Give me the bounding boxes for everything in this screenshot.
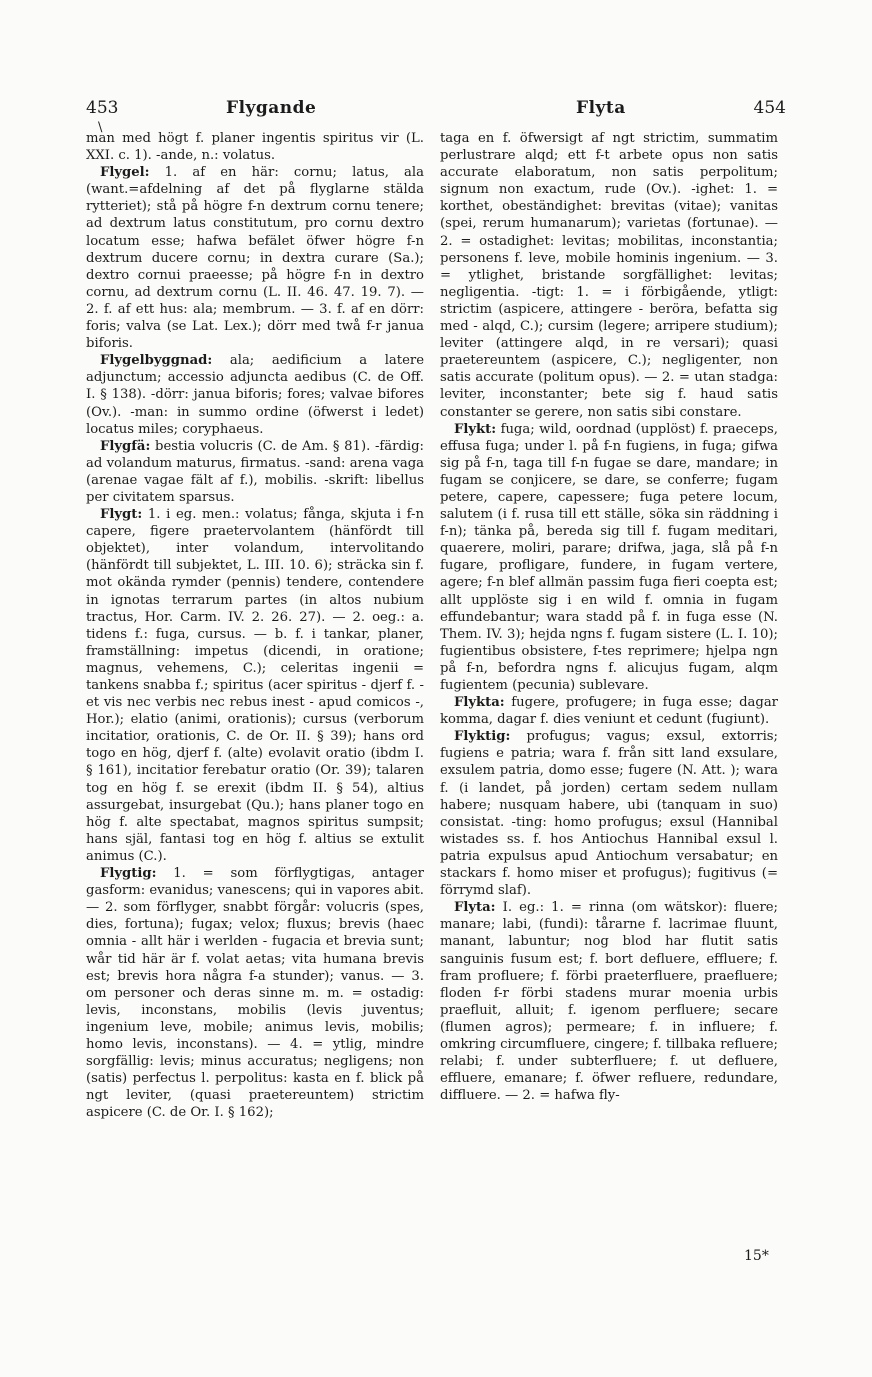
dictionary-entry: [86, 438, 424, 506]
dictionary-entry: [86, 130, 424, 164]
dictionary-entry: [86, 865, 424, 1121]
page-number-left: 453: [86, 98, 119, 118]
entry-headword: Flygt:: [100, 507, 143, 523]
entry-text: profugus; vagus; exsul, extorris; fugiens e patria; wara f. från sitt land exsulare, exsulem patria, domo esse; fugere (N. Att. ); wara f. (i landet, på jorden) certam sedem nullam habere; nusquam habere, ubi (tanquam in suo) consistat. -ting: homo profugus; exsul (Hannibal wistades ss. f. hos Antiochus Hannibal exsul l. patria expulsus apud Antiochum versabatur; en stackars f. homo miser et profugus); fugitivus (= förrymd slaf).: [440, 729, 778, 899]
entry-headword: Flyktig:: [454, 729, 511, 745]
entry-text: ala; aedificium a latere adjunctum; accessio adjuncta aedibus (C. de Off. I. § 138). -dörr: janua biforis; fores; valvae bifores (Ov.). -man: in summo ordine (öfwerst i ledet) locatus miles; coryphaeus.: [86, 353, 424, 437]
entry-headword: Flykt:: [454, 421, 497, 437]
header-mark: \: [98, 120, 103, 135]
dictionary-entry: [440, 728, 778, 899]
entry-headword: Flygel:: [100, 165, 150, 181]
entry-text: fugere, profugere; in fuga esse; dagar komma, dagar f. dies veniunt et cedunt (fugiunt).: [440, 695, 778, 728]
entry-text: fuga; wild, oordnad (upplöst) f. praeceps, effusa fuga; under l. på f-n fugiens, in fuga; gifwa sig på f-n, taga till f-n fugae se dare, mandare; in fugam se conjicere, se dare, se conferre; fugam petere, capere, capessere; fuga petere locum, salutem (i f. rusa till ett ställe, söka sin räddning i f-n); tänka på, bereda sig till f. fugam meditari, quaerere, moliri, parare; drifwa, jaga, slå på f-n fugare, profligare, fundere, in fugam vertere, agere; f-n blef allmän passim fuga fieri coepta est; allt upplöste sig i en wild f. omnia in fugam effundebantur; wara stadd på f. in fuga esse (N. Them. IV. 3); hejda ngns f. fugam sistere (L. I. 10); fugientibus obsistere, f-tes reprimere; hjelpa ngn på f-n, befordra ngns f. alicujus fugam, alqm fugientem (pecunia) sublevare.: [440, 421, 779, 693]
entry-headword: Flygelbyggnad:: [100, 353, 213, 369]
dictionary-entry: [440, 130, 778, 421]
entry-text: man med högt f. planer ingentis spiritus vir (L. XXI. c. 1). -ande, n.: volatus.: [86, 131, 424, 164]
dictionary-entry: [440, 421, 778, 695]
entry-headword: Flykta:: [454, 695, 505, 711]
page-number-right: 454: [753, 98, 786, 118]
entry-headword: Flygtig:: [100, 866, 157, 882]
entry-text: bestia volucris (C. de Am. § 81). -färdig: ad volandum maturus, firmatus. -sand: arena vaga (arenae vagae fält af f.), mobilis. -skrift: libellus per civitatem sparsus.: [86, 438, 424, 505]
dictionary-entry: [86, 164, 424, 352]
running-head-right: Flyta: [576, 98, 626, 118]
entry-headword: Flygfä:: [100, 438, 151, 454]
entry-headword: Flyta:: [454, 900, 496, 916]
dictionary-entry: [86, 506, 424, 865]
dictionary-entry: [440, 899, 778, 1104]
entry-text: 1. i eg. men.: volatus; fånga, skjuta i f-n capere, figere praetervolantem (hänfördt till objektet), inter volandum, intervolitando (hänfördt till subjektet, L. III. 10. 6); sträcka sin f. mot okända rymder (pennis) tendere, contendere in ignotas terrarum partes (in altos nubium tractus, Hor. Carm. IV. 2. 26. 27). — 2. oeg.: a. tidens f.: fuga, cursus. — b. f. i tankar, planer, framställning: impetus (dicendi, in oratione; magnus, vehemens, C.); celeritas ingenii = tankens snabba f.; spiritus (acer spiritus - djerf f. - et vis nec verbis nec rebus inest - apud comicos -, Hor.); elatio (animi, orationis); cursus (verborum incitatior, orationis, C. de Or. II. § 39); hans ord togo en hög, djerf f. (alte) evolavit oratio (ibdm I. § 161), incitatior ferebatur oratio (Or. 39); talaren tog en hög f. se erexit (ibdm II. § 54), altius assurgebat, insurgebat (Qu.); hans planer togo en hög f. alte spectabat, magnos spiritus sumpsit; hans själ, fantasi tog en hög f. altius se extulit animus (C.).: [86, 507, 424, 864]
running-head-left: Flygande: [226, 98, 317, 118]
printer-signature: 15*: [744, 1248, 769, 1264]
dictionary-entry: [86, 352, 424, 437]
left-column: [86, 130, 424, 1121]
entry-text: 1. = som förflygtigas, antager gasform: evanidus; vanescens; qui in vapores abit. — 2. som förflyger, snabbt förgår: volucris (spes, dies, fortuna); fugax; velox; fluxus; brevis (haec omnia - allt här i werlden - fugacia et brevia sunt; wår tid här är f. volat aetas; vita humana brevis est; brevis hora några f-a stunder); vanus. — 3. om personer och deras sinne m. m. = ostadig: levis, inconstans, mobilis (levis juventus; ingenium leve, mobile; animus levis, mobilis; homo levis, inconstans). — 4. = ytlig, mindre sorgfällig: levis; minus accuratus; negligens; non (satis) perfectus l. perpolitus: kasta en f. blick på ngt leviter, (quasi praetereuntem) strictim aspicere (C. de Or. I. § 162);: [86, 866, 424, 1121]
entry-text: 1. af en här: cornu; latus, ala (want.=afdelning af det på flyglarne stälda rytteriet); stå på högre f-n dextrum cornu tenere; ad dextrum latus constitutum, pro cornu dextro locatum esse; hafwa befälet öfwer högre f-n dextrum ducere cornu; in dextra curare (Sa.); dextro cornui praeesse; på högre f-n in dextro cornu, ad dextrum cornu (L. II. 46. 47. 19. 7). — 2. f. af ett hus: ala; membrum. — 3. f. af en dörr: foris; valva (se Lat. Lex.); dörr med twå f-r janua biforis.: [86, 165, 424, 352]
entry-text: I. eg.: 1. = rinna (om wätskor): fluere; manare; labi, (fundi): tårarne f. lacrimae fluunt, manant, labuntur; nog blod har flutit satis sanguinis fusum est; f. bort defluere, effluere; f. fram profluere; f. förbi praeterfluere, praefluere; floden f-r förbi stadens murar moenia urbis praefluit, alluit; f. igenom perfluere; secare (flumen agros); permeare; f. in influere; f. omkring circumfluere, cingere; f. tillbaka refluere; relabi; f. under subterfluere; f. ut defluere, effluere, emanare; f. öfwer refluere, redundare, diffluere. — 2. = hafwa fly-: [440, 900, 779, 1104]
right-column: [440, 130, 778, 1104]
page-header: [86, 98, 786, 135]
entry-text: taga en f. öfwersigt af ngt strictim, summatim perlustrare alqd; ett f-t arbete opus non satis accurate elaboratum, non satis perpolitum; signum non exactum, rude (Ov.). -ighet: 1. = korthet, obeständighet: brevitas (vitae); vanitas (spei, rerum humanarum); varietas (fortunae). — 2. = ostadighet: levitas; mobilitas, inconstantia; personens f. leve, mobile hominis ingenium. — 3. = ytlighet, bristande sorgfällighet: levitas; negligentia. -tigt: 1. = i förbigående, ytligt: strictim (aspicere, attingere - beröra, befatta sig med - alqd, C.); cursim (legere; arripere studium); leviter (attingere alqd, in re versari); quasi praetereuntem (aspicere, C.); negligenter, non satis accurate (politum opus). — 2. = utan stadga: leviter, inconstanter; bete sig f. haud satis constanter se gerere, non satis sibi constare.: [440, 131, 778, 420]
dictionary-entry: [440, 694, 778, 728]
